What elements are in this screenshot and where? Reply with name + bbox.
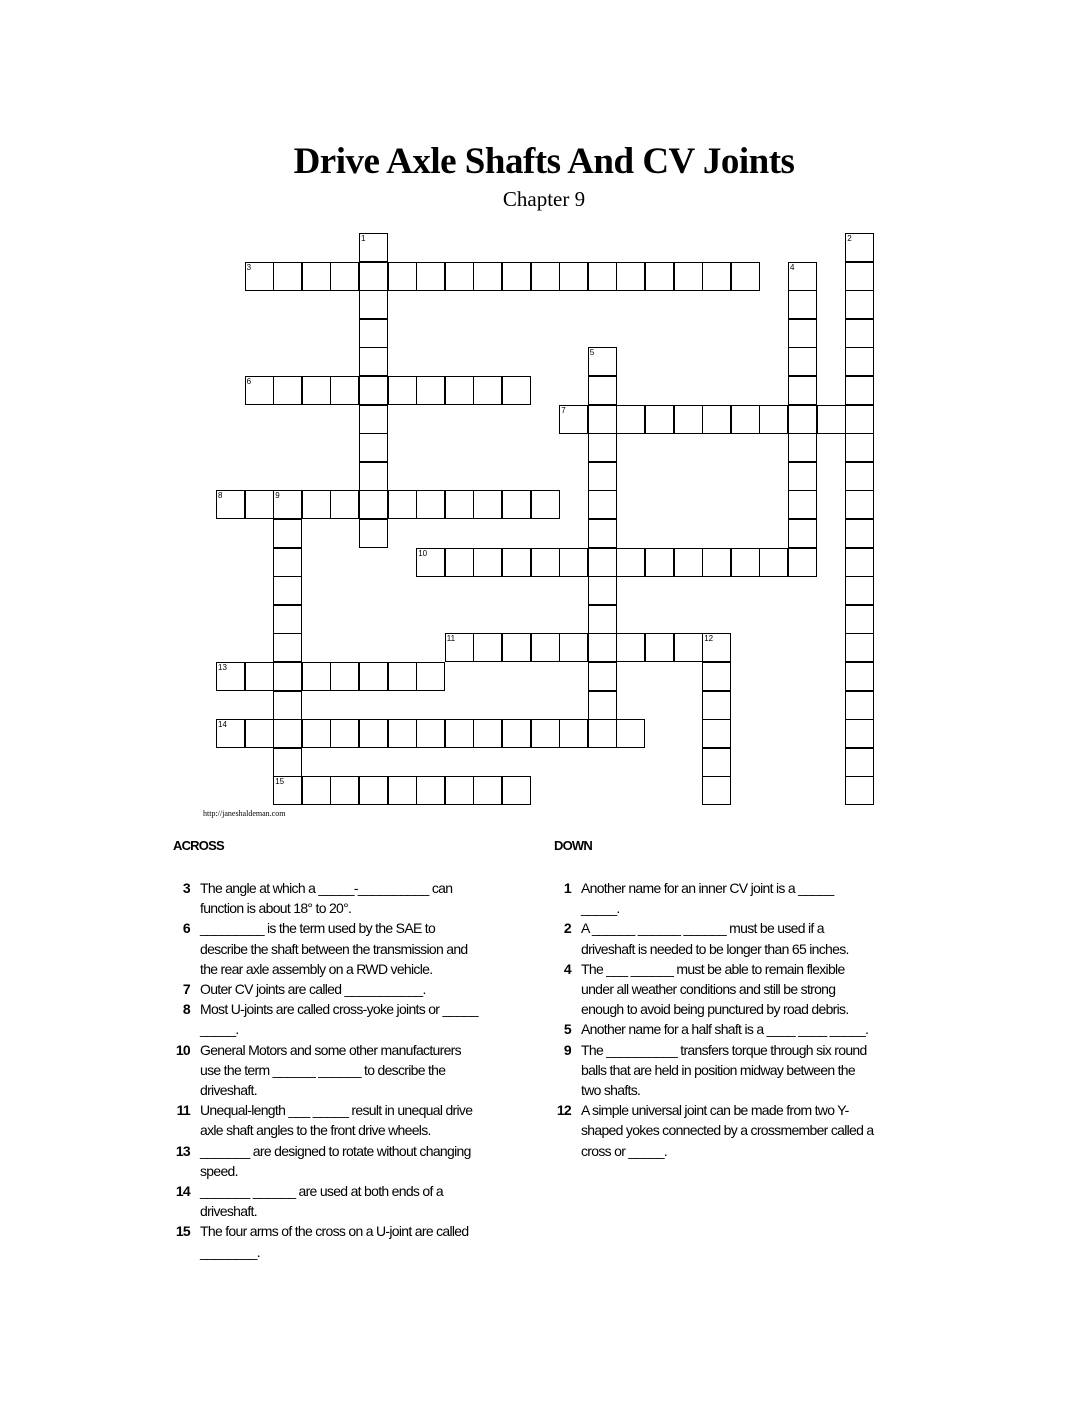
clue-number: 3 (182, 880, 190, 896)
grid-cell[interactable] (445, 776, 474, 805)
grid-cell[interactable] (845, 405, 874, 434)
grid-cell[interactable] (445, 376, 474, 405)
down-heading: DOWN (554, 838, 592, 853)
grid-cell[interactable] (702, 405, 731, 434)
grid-cell[interactable] (273, 662, 302, 691)
grid-cell[interactable] (702, 719, 731, 748)
grid-cell[interactable] (302, 262, 331, 291)
across-clue (174, 979, 484, 999)
grid-cell[interactable] (273, 519, 302, 548)
grid-cell[interactable] (616, 548, 645, 577)
grid-cell[interactable] (245, 262, 274, 291)
grid-cell[interactable] (416, 662, 445, 691)
grid-cell[interactable] (388, 490, 417, 519)
across-clue (174, 1141, 484, 1181)
clue-number: 10 (175, 1041, 190, 1058)
grid-cell[interactable] (502, 262, 531, 291)
grid-cell[interactable] (588, 405, 617, 434)
grid-cell[interactable] (588, 548, 617, 577)
down-clue (555, 1019, 875, 1039)
grid-cell[interactable] (588, 719, 617, 748)
across-heading: ACROSS (173, 838, 224, 853)
grid-cell[interactable] (388, 776, 417, 805)
grid-cell[interactable] (731, 262, 760, 291)
grid-cell[interactable] (216, 490, 245, 519)
grid-cell[interactable] (645, 633, 674, 662)
grid-cell[interactable] (359, 319, 388, 348)
clue-number-label: 12 (704, 634, 714, 644)
grid-cell[interactable] (588, 519, 617, 548)
clue-text: The __________ transfers torque through six round balls that are held in position midway between the two shafts. (581, 1041, 867, 1099)
grid-cell[interactable] (845, 290, 874, 319)
across-clue (174, 1221, 484, 1261)
clue-number-label: 14 (218, 720, 227, 730)
grid-cell[interactable] (531, 262, 560, 291)
across-clue (174, 1100, 484, 1140)
grid-cell[interactable] (559, 262, 588, 291)
grid-cell[interactable] (588, 662, 617, 691)
clue-number-label: 7 (561, 405, 566, 415)
grid-cell[interactable] (359, 433, 388, 462)
grid-cell[interactable] (388, 262, 417, 291)
clue-number-label: 5 (589, 348, 595, 358)
clue-text: _______ ______ are used at both ends of a driveshaft. (200, 1183, 443, 1220)
grid-cell[interactable] (559, 719, 588, 748)
grid-cell[interactable] (330, 490, 359, 519)
grid-cell[interactable] (616, 405, 645, 434)
clue-text: The ___ ______ must be able to remain flexible under all weather conditions and still be strong enough to avoid being punctured by road debris. (581, 960, 849, 1018)
grid-cell[interactable] (445, 633, 474, 662)
grid-cell[interactable] (359, 490, 388, 519)
grid-cell[interactable] (359, 290, 388, 319)
clue-text: Most U-joints are called cross-yoke joints or _____ _____. (200, 1001, 478, 1038)
grid-cell[interactable] (845, 433, 874, 462)
grid-cell[interactable] (845, 319, 874, 348)
grid-cell[interactable] (759, 548, 788, 577)
grid-cell[interactable] (559, 548, 588, 577)
clue-number-label: 3 (246, 262, 252, 272)
clue-number-label: 1 (361, 234, 366, 243)
grid-cell[interactable] (330, 262, 359, 291)
grid-cell[interactable] (473, 548, 502, 577)
grid-cell[interactable] (273, 748, 302, 777)
clue-number-label: 4 (790, 262, 795, 272)
grid-cell[interactable] (416, 262, 445, 291)
grid-cell[interactable] (759, 405, 788, 434)
grid-cell[interactable] (702, 776, 731, 805)
clue-number: 14 (175, 1183, 190, 1200)
grid-cell[interactable] (502, 776, 531, 805)
grid-cell[interactable] (359, 776, 388, 805)
clue-text: A ______ ______ ______ must be used if a driveshaft is needed to be longer than 65 inches. (581, 920, 849, 957)
clue-number: 6 (182, 920, 190, 937)
grid-cell[interactable] (588, 262, 617, 291)
grid-cell[interactable] (330, 776, 359, 805)
grid-cell[interactable] (702, 748, 731, 777)
grid-cell[interactable] (359, 662, 388, 691)
grid-cell[interactable] (445, 262, 474, 291)
grid-cell[interactable] (245, 662, 274, 691)
grid-cell[interactable] (788, 290, 817, 319)
grid-cell[interactable] (502, 490, 531, 519)
grid-cell[interactable] (788, 376, 817, 405)
grid-cell[interactable] (445, 490, 474, 519)
clue-number: 7 (182, 981, 190, 998)
grid-cell[interactable] (473, 490, 502, 519)
down-clue (555, 918, 875, 958)
clue-number-label: 13 (218, 663, 227, 672)
grid-cell[interactable] (330, 719, 359, 748)
grid-cell[interactable] (702, 691, 731, 720)
grid-cell[interactable] (388, 376, 417, 405)
grid-cell[interactable] (788, 319, 817, 348)
grid-cell[interactable] (845, 347, 874, 376)
clue-text: General Motors and some other manufacturers use the term ______ ______ to describe the driveshaft. (200, 1041, 461, 1099)
grid-cell[interactable] (845, 776, 874, 805)
grid-cell[interactable] (845, 519, 874, 548)
clue-text: Another name for an inner CV joint is a _____ _____. (581, 880, 834, 917)
grid-cell[interactable] (845, 633, 874, 662)
grid-cell[interactable] (845, 719, 874, 748)
across-clue (174, 918, 484, 979)
grid-cell[interactable] (216, 719, 245, 748)
grid-cell[interactable] (645, 262, 674, 291)
grid-cell[interactable] (273, 490, 302, 519)
grid-cell[interactable] (473, 376, 502, 405)
across-clue (174, 999, 484, 1039)
clue-number-label: 9 (275, 491, 280, 501)
clue-text: Outer CV joints are called ___________. (200, 981, 426, 998)
grid-cell[interactable] (788, 548, 817, 577)
grid-cell[interactable] (788, 347, 817, 376)
clue-text: A simple universal joint can be made from two Y-shaped yokes connected by a crossmember called a cross or _____. (581, 1102, 874, 1159)
down-clue (555, 959, 875, 1020)
grid-cell[interactable] (330, 662, 359, 691)
grid-cell[interactable] (845, 262, 874, 291)
grid-cell[interactable] (273, 376, 302, 405)
page-title: Drive Axle Shafts And CV Joints (293, 141, 795, 182)
clue-number: 12 (556, 1102, 571, 1119)
grid-cell[interactable] (559, 405, 588, 434)
grid-cell[interactable] (359, 347, 388, 376)
grid-cell[interactable] (473, 719, 502, 748)
grid-cell[interactable] (588, 490, 617, 519)
down-clue (555, 878, 875, 918)
page-subtitle: Chapter 9 (502, 187, 586, 211)
grid-cell[interactable] (273, 605, 302, 634)
grid-cell[interactable] (702, 262, 731, 291)
grid-cell[interactable] (359, 519, 388, 548)
grid-cell[interactable] (731, 405, 760, 434)
across-clue (174, 878, 484, 918)
grid-cell[interactable] (416, 376, 445, 405)
clue-number: 1 (563, 880, 571, 896)
grid-cell[interactable] (702, 662, 731, 691)
grid-cell[interactable] (502, 376, 531, 405)
grid-cell[interactable] (817, 405, 846, 434)
grid-cell[interactable] (216, 662, 245, 691)
grid-cell[interactable] (416, 719, 445, 748)
grid-cell[interactable] (273, 262, 302, 291)
grid-cell[interactable] (845, 548, 874, 577)
clue-text: Another name for a half shaft is a ____ ____ _____. (581, 1021, 869, 1038)
grid-cell[interactable] (588, 347, 617, 376)
grid-cell[interactable] (845, 233, 874, 262)
grid-cell[interactable] (359, 233, 388, 262)
grid-cell[interactable] (416, 548, 445, 577)
grid-cell[interactable] (531, 633, 560, 662)
grid-cell[interactable] (788, 262, 817, 291)
grid-cell[interactable] (674, 405, 703, 434)
grid-cell[interactable] (330, 376, 359, 405)
grid-cell[interactable] (273, 719, 302, 748)
grid-cell[interactable] (245, 376, 274, 405)
grid-cell[interactable] (473, 262, 502, 291)
grid-cell[interactable] (502, 548, 531, 577)
grid-cell[interactable] (702, 548, 731, 577)
clue-number: 4 (563, 960, 571, 977)
grid-cell[interactable] (531, 548, 560, 577)
across-clue (174, 1181, 484, 1221)
grid-cell[interactable] (845, 605, 874, 634)
grid-cell[interactable] (273, 576, 302, 605)
grid-cell[interactable] (845, 662, 874, 691)
grid-cell[interactable] (388, 719, 417, 748)
grid-cell[interactable] (302, 719, 331, 748)
grid-cell[interactable] (788, 490, 817, 519)
clue-number: 8 (182, 1001, 190, 1018)
grid-cell[interactable] (245, 719, 274, 748)
clue-number: 11 (176, 1102, 190, 1119)
grid-cell[interactable] (588, 576, 617, 605)
grid-cell[interactable] (273, 776, 302, 805)
grid-cell[interactable] (388, 662, 417, 691)
grid-cell[interactable] (531, 490, 560, 519)
grid-cell[interactable] (788, 433, 817, 462)
grid-cell[interactable] (845, 576, 874, 605)
grid-cell[interactable] (588, 462, 617, 491)
grid-cell[interactable] (788, 405, 817, 434)
clue-text: _________ is the term used by the SAE to describe the shaft between the transmission and the rear axle assembly on a RWD vehicle. (200, 920, 468, 977)
down-clue-list (555, 878, 875, 1161)
clue-text: The four arms of the cross on a U-joint are called ________. (200, 1223, 469, 1260)
grid-cell[interactable] (502, 719, 531, 748)
clue-number-label: 10 (418, 548, 428, 558)
grid-cell[interactable] (302, 776, 331, 805)
down-clue (555, 1040, 875, 1101)
grid-cell[interactable] (502, 633, 531, 662)
clue-number: 5 (563, 1021, 571, 1038)
grid-cell[interactable] (302, 376, 331, 405)
grid-cell[interactable] (473, 633, 502, 662)
grid-cell[interactable] (674, 633, 703, 662)
grid-cell[interactable] (416, 490, 445, 519)
grid-cell[interactable] (702, 633, 731, 662)
clue-number-label: 2 (847, 234, 852, 243)
grid-cell[interactable] (731, 548, 760, 577)
grid-cell[interactable] (473, 776, 502, 805)
grid-cell[interactable] (359, 405, 388, 434)
grid-cell[interactable] (588, 633, 617, 662)
clue-number: 9 (563, 1041, 571, 1058)
grid-cell[interactable] (273, 548, 302, 577)
clue-number: 15 (175, 1223, 190, 1240)
grid-cell[interactable] (445, 548, 474, 577)
source-credit: http://janeshaldeman.com (203, 809, 286, 818)
grid-cell[interactable] (674, 548, 703, 577)
clue-number-label: 15 (275, 777, 285, 787)
grid-cell[interactable] (559, 633, 588, 662)
clue-text: The angle at which a _____-__________ can function is about 18° to 20°. (200, 880, 453, 917)
clue-number-label: 11 (446, 634, 456, 644)
grid-cell[interactable] (616, 633, 645, 662)
across-clue-list (174, 878, 484, 1262)
down-clue (555, 1100, 875, 1161)
grid-cell[interactable] (616, 719, 645, 748)
grid-cell[interactable] (845, 691, 874, 720)
grid-cell[interactable] (245, 490, 274, 519)
grid-cell[interactable] (645, 405, 674, 434)
grid-cell[interactable] (645, 548, 674, 577)
grid-cell[interactable] (359, 262, 388, 291)
grid-cell[interactable] (273, 633, 302, 662)
grid-cell[interactable] (531, 719, 560, 748)
grid-cell[interactable] (302, 490, 331, 519)
grid-cell[interactable] (445, 719, 474, 748)
grid-cell[interactable] (788, 519, 817, 548)
across-clue (174, 1040, 484, 1101)
grid-cell[interactable] (273, 691, 302, 720)
clue-number: 13 (175, 1142, 190, 1159)
grid-cell[interactable] (788, 462, 817, 491)
clue-number: 2 (563, 920, 571, 937)
clue-number-label: 8 (218, 491, 223, 501)
grid-cell[interactable] (416, 776, 445, 805)
grid-cell[interactable] (588, 376, 617, 405)
clue-text: _______ are designed to rotate without changing speed. (200, 1142, 471, 1179)
grid-cell[interactable] (588, 605, 617, 634)
grid-cell[interactable] (845, 748, 874, 777)
grid-cell[interactable] (845, 490, 874, 519)
grid-cell[interactable] (588, 691, 617, 720)
clue-number-label: 6 (246, 377, 252, 386)
grid-cell[interactable] (359, 462, 388, 491)
grid-cell[interactable] (845, 462, 874, 491)
grid-cell[interactable] (588, 433, 617, 462)
grid-cell[interactable] (302, 662, 331, 691)
grid-cell[interactable] (359, 376, 388, 405)
grid-cell[interactable] (616, 262, 645, 291)
grid-cell[interactable] (359, 719, 388, 748)
grid-cell[interactable] (845, 376, 874, 405)
clue-text: Unequal-length ___ _____ result in unequal drive axle shaft angles to the front drive wheels. (200, 1102, 473, 1139)
grid-cell[interactable] (674, 262, 703, 291)
